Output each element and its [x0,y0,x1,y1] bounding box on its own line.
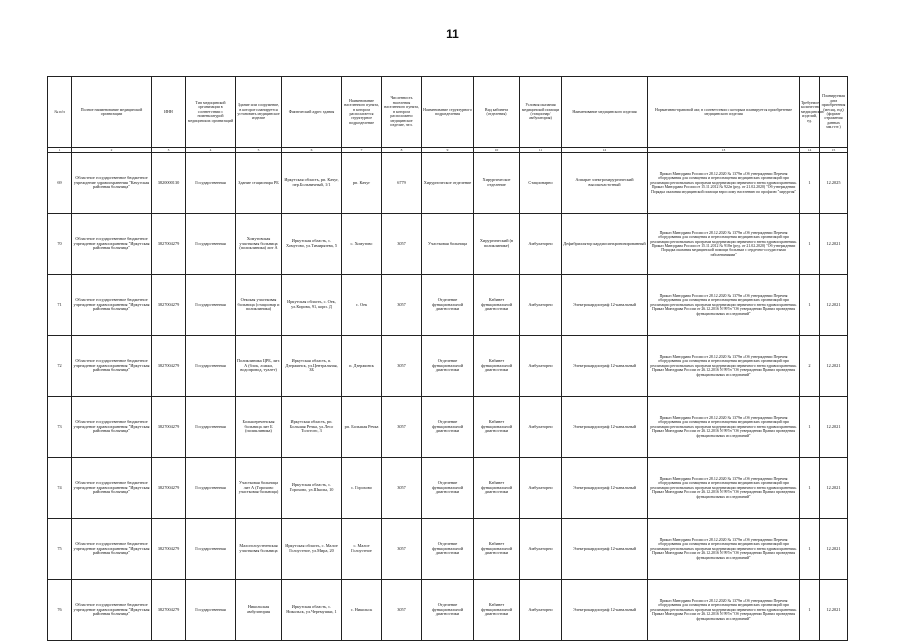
population-cell: 3057 [382,275,422,336]
quantity-cell: 1 [800,580,820,641]
table-row [48,336,848,397]
legal-basis-cell: Приказ Минздрава России от 28.12.2020 № 1379н «Об утверждении Перечня оборудования для оснащения и переоснащения медицинских организаций при реализации региональных программ модернизации первичного звена здравоохранения» Приказ Минздрава России от 26.12.2016 N 997н "Об утверждении Правил проведения функциональных исследований" [648,336,800,397]
cabinet-cell: Хирургическое отделение [474,153,520,214]
header-cell: Нормативно-правовой акт, в соответствии с которым планируется приобретение медицинского изделия [648,77,800,148]
device-cell: Электрокардиограф 12-канальный [562,397,648,458]
organization-type: Государственная [186,458,236,519]
conditions-cell: Амбулаторно [520,458,562,519]
purchase-date-cell: 12.2021 [820,336,848,397]
header-cell: Полное наименование медицинской организации [72,77,152,148]
population-cell: 3057 [382,580,422,641]
header-cell: Наименование населенного пункта, в котором располагается структурное подразделение [342,77,382,148]
building-cell: Участковая больница лит А (Горохово участковая больница) [236,458,282,519]
address-cell: Иркутская область, с. Никольск, ул.Черемушки, 1 [282,580,342,641]
header-cell: Планируемая дата приобретения (месяц, год) (формат отражения данных мм.гггг.) [820,77,848,148]
organization-name: Областное государственное бюджетное учреждение здравоохранения "Иркутская районная больница" [72,214,152,275]
organization-type: Государственная [186,214,236,275]
row-number: 71 [48,275,72,336]
building-cell: Хомутовская участковая больница (поликлиника) лит А [236,214,282,275]
quantity-cell: 1 [800,214,820,275]
column-number: 14 [800,148,820,153]
conditions-cell: Амбулаторно [520,214,562,275]
population-cell: 3057 [382,458,422,519]
table-row [48,580,848,641]
inn-cell: 3827004279 [152,458,186,519]
organization-type: Государственная [186,397,236,458]
cabinet-cell: Хирургический (в поликлинике) [474,214,520,275]
population-cell: 6779 [382,153,422,214]
table-row [48,397,848,458]
table-row [48,153,848,214]
header-cell: № п/п [48,77,72,148]
address-cell: Иркутская область, с. Оек, ул.Кирова, 91, корп. Д [282,275,342,336]
locality-cell: с. Хомутово [342,214,382,275]
building-cell: Оекская участковая больница (стационар и поликлиника) [236,275,282,336]
cabinet-cell: Кабинет функциональной диагностики [474,275,520,336]
column-number: 9 [422,148,474,153]
locality-cell: с. Горохово [342,458,382,519]
organization-type: Государственная [186,519,236,580]
cabinet-cell: Кабинет функциональной диагностики [474,336,520,397]
subdivision-cell: Отделение функциональной диагностики [422,275,474,336]
column-number: 10 [474,148,520,153]
organization-name: Областное государственное бюджетное учреждение здравоохранения "Иркутская районная больница" [72,519,152,580]
address-cell: Иркутская область, с. Горохово, ул.Школы, 10 [282,458,342,519]
organization-name: Областное государственное бюджетное учреждение здравоохранения "Иркутская районная больница" [72,397,152,458]
column-number: 2 [72,148,152,153]
cabinet-cell: Кабинет функциональной диагностики [474,458,520,519]
quantity-cell: 1 [800,275,820,336]
device-cell: Электрокардиограф 12-канальный [562,519,648,580]
column-number: 11 [520,148,562,153]
column-number: 6 [282,148,342,153]
subdivision-cell: Хирургическое отделение [422,153,474,214]
organization-type: Государственная [186,153,236,214]
address-cell: Иркутская область, с. Малое Голоустное, ул.Мира, 20 [282,519,342,580]
organization-name: Областное государственное бюджетное учреждение здравоохранения "Иркутская районная больница" [72,458,152,519]
address-cell: Иркутская область, рп. Качуг, пер.Больничный, 1/1 [282,153,342,214]
header-cell: Здание или сооружение, в которое планируется установить медицинское изделие [236,77,282,148]
organization-name: Областное государственное бюджетное учреждение здравоохранения "Иркутская районная больница" [72,336,152,397]
conditions-cell: Стационарно [520,153,562,214]
row-number: 76 [48,580,72,641]
organization-name: Областное государственное бюджетное учреждение здравоохранения "Качугская районная больница" [72,153,152,214]
quantity-cell: 1 [800,458,820,519]
conditions-cell: Амбулаторно [520,580,562,641]
subdivision-cell: Отделение функциональной диагностики [422,580,474,641]
column-number: 4 [186,148,236,153]
column-number: 8 [382,148,422,153]
column-number: 7 [342,148,382,153]
purchase-date-cell: 12.2021 [820,458,848,519]
conditions-cell: Амбулаторно [520,336,562,397]
inn-cell: 3827004279 [152,214,186,275]
purchase-date-cell: 12.2021 [820,519,848,580]
conditions-cell: Амбулаторно [520,519,562,580]
column-number: 1 [48,148,72,153]
building-cell: Малоголоустненская участковая больница [236,519,282,580]
row-number: 70 [48,214,72,275]
purchase-date-cell: 12.2021 [820,580,848,641]
subdivision-cell: Отделение функциональной диагностики [422,336,474,397]
cabinet-cell: Кабинет функциональной диагностики [474,580,520,641]
device-cell: Аппарат электрохирургический высокочастотный [562,153,648,214]
row-number: 73 [48,397,72,458]
header-cell: Фактический адрес здания [282,77,342,148]
locality-cell: п. Дзержинск [342,336,382,397]
organization-type: Государственная [186,336,236,397]
subdivision-cell: Отделение функциональной диагностики [422,519,474,580]
address-cell: Иркутская область, п. Дзержинск, ул.Центральная, 3Б [282,336,342,397]
building-cell: Здание стационара РБ [236,153,282,214]
table-row [48,214,848,275]
locality-cell: с. Никольск [342,580,382,641]
legal-basis-cell: Приказ Минздрава России от 28.12.2020 № 1379н «Об утверждении Перечня оборудования для оснащения и переоснащения медицинских организаций при реализации региональных программ модернизации первичного звена здравоохранения» Приказ Минздрава России от 26.12.2016 N 997н "Об утверждении Правил проведения функциональных исследований" [648,580,800,641]
organization-name: Областное государственное бюджетное учреждение здравоохранения "Иркутская районная больница" [72,275,152,336]
building-cell: Поликлиника ЦРБ, лит. А (блок, ложки, водопровод, туалет) [236,336,282,397]
legal-basis-cell: Приказ Минздрава России от 28.12.2020 № 1379н «Об утверждении Перечня оборудования для оснащения и переоснащения медицинских организаций при реализации региональных программ модернизации первичного звена здравоохранения» Приказ Минздрава России от 26.12.2016 N 997н "Об утверждении Правил проведения функциональных исследований" [648,275,800,336]
population-cell: 3057 [382,336,422,397]
inn-cell: 3820000130 [152,153,186,214]
device-cell: Электрокардиограф 12-канальный [562,336,648,397]
building-cell: Никольская амбулатория [236,580,282,641]
column-number: 12 [562,148,648,153]
purchase-date-cell: 12.2021 [820,275,848,336]
header-cell: Вид кабинета (отделения) [474,77,520,148]
column-number: 5 [236,148,282,153]
quantity-cell: 1 [800,153,820,214]
organization-type: Государственная [186,275,236,336]
subdivision-cell: Отделение функциональной диагностики [422,458,474,519]
legal-basis-cell: Приказ Минздрава России от 28.12.2020 № 1379н «Об утверждении Перечня оборудования для оснащения и переоснащения медицинских организаций при реализации региональных программ модернизации первичного звена здравоохранения» Приказ Минздрава России от 26.12.2016 N 997н "Об утверждении Правил проведения функциональных исследований" [648,458,800,519]
row-number: 74 [48,458,72,519]
header-cell: Тип медицинской организации в соответствии с номенклатурой медицинских организаций [186,77,236,148]
inn-cell: 3827004279 [152,275,186,336]
header-cell: ИНН [152,77,186,148]
building-cell: Большереченская больница лит Б (поликлиника) [236,397,282,458]
locality-cell: с. Оек [342,275,382,336]
legal-basis-cell: Приказ Минздрава России от 28.12.2020 № 1379н «Об утверждении Перечня оборудования для оснащения и переоснащения медицинских организаций при реализации региональных программ модернизации первичного звена здравоохранения» Приказ Минздрава России от 15.11.2012 № 918н (ред. от 21.02.2020) "Об утверждении Порядка оказания медицинской помощи больным с сердечно-сосудистыми заболеваниями" [648,214,800,275]
device-cell: Электрокардиограф 12-канальный [562,580,648,641]
table-row [48,519,848,580]
table-row [48,275,848,336]
locality-cell: с. Малое Голоустное [342,519,382,580]
table-row [48,458,848,519]
header-cell: Наименование медицинского изделия [562,77,648,148]
equipment-table [47,76,848,641]
column-number: 3 [152,148,186,153]
quantity-cell: 1 [800,397,820,458]
population-cell: 3057 [382,214,422,275]
population-cell: 3057 [382,397,422,458]
population-cell: 3057 [382,519,422,580]
subdivision-cell: Участковая больница [422,214,474,275]
column-number: 13 [648,148,800,153]
quantity-cell: 2 [800,336,820,397]
conditions-cell: Амбулаторно [520,397,562,458]
device-cell: Дефибриллятор кардиосинхронизированный [562,214,648,275]
address-cell: Иркутская область, с. Хомутово, ул.Тимирязева, 5 [282,214,342,275]
inn-cell: 3827004279 [152,336,186,397]
cabinet-cell: Кабинет функциональной диагностики [474,519,520,580]
locality-cell: рп. Большая Речка [342,397,382,458]
purchase-date-cell: 12.2021 [820,214,848,275]
table-header [48,77,848,153]
header-cell: Численность населения населенного пункта, в котором расположено медицинское изделие, чел. [382,77,422,148]
header-cell: Условия оказания медицинской помощи (стационар/амбулатория) [520,77,562,148]
inn-cell: 3827004279 [152,519,186,580]
organization-type: Государственная [186,580,236,641]
inn-cell: 3827004279 [152,580,186,641]
inn-cell: 3827004279 [152,397,186,458]
conditions-cell: Амбулаторно [520,275,562,336]
locality-cell: рп. Качуг [342,153,382,214]
column-number: 15 [820,148,848,153]
cabinet-cell: Кабинет функциональной диагностики [474,397,520,458]
page-number: 11 [446,27,459,41]
legal-basis-cell: Приказ Минздрава России от 28.12.2020 № 1379н «Об утверждении Перечня оборудования для оснащения и переоснащения медицинских организаций при реализации региональных программ модернизации первичного звена здравоохранения» Приказ Минздрава России от 15.11.2012 № 922н (ред. от 21.02.2020) "Об утверждении Порядка оказания медицинской помощи взрослому населению по профилю "хирургия" [648,153,800,214]
purchase-date-cell: 12.2025 [820,153,848,214]
device-cell: Электрокардиограф 12-канальный [562,275,648,336]
legal-basis-cell: Приказ Минздрава России от 28.12.2020 № 1379н «Об утверждении Перечня оборудования для оснащения и переоснащения медицинских организаций при реализации региональных программ модернизации первичного звена здравоохранения» Приказ Минздрава России от 26.12.2016 N 997н "Об утверждении Правил проведения функциональных исследований" [648,519,800,580]
purchase-date-cell: 12.2021 [820,397,848,458]
organization-name: Областное государственное бюджетное учреждение здравоохранения "Иркутская районная больница" [72,580,152,641]
row-number: 69 [48,153,72,214]
quantity-cell: 1 [800,519,820,580]
header-cell: Требуемое количество медицинских изделий, ед. [800,77,820,148]
table-body [48,153,848,641]
header-row [48,77,848,148]
address-cell: Иркутская область, рп. Большая Речка, ул.Лесо Толстого, 3 [282,397,342,458]
row-number: 72 [48,336,72,397]
device-cell: Электрокардиограф 12-канальный [562,458,648,519]
legal-basis-cell: Приказ Минздрава России от 28.12.2020 № 1379н «Об утверждении Перечня оборудования для оснащения и переоснащения медицинских организаций при реализации региональных программ модернизации первичного звена здравоохранения» Приказ Минздрава России от 26.12.2016 N 997н "Об утверждении Правил проведения функциональных исследований" [648,397,800,458]
header-cell: Наименование структурного подразделения [422,77,474,148]
row-number: 75 [48,519,72,580]
subdivision-cell: Отделение функциональной диагностики [422,397,474,458]
